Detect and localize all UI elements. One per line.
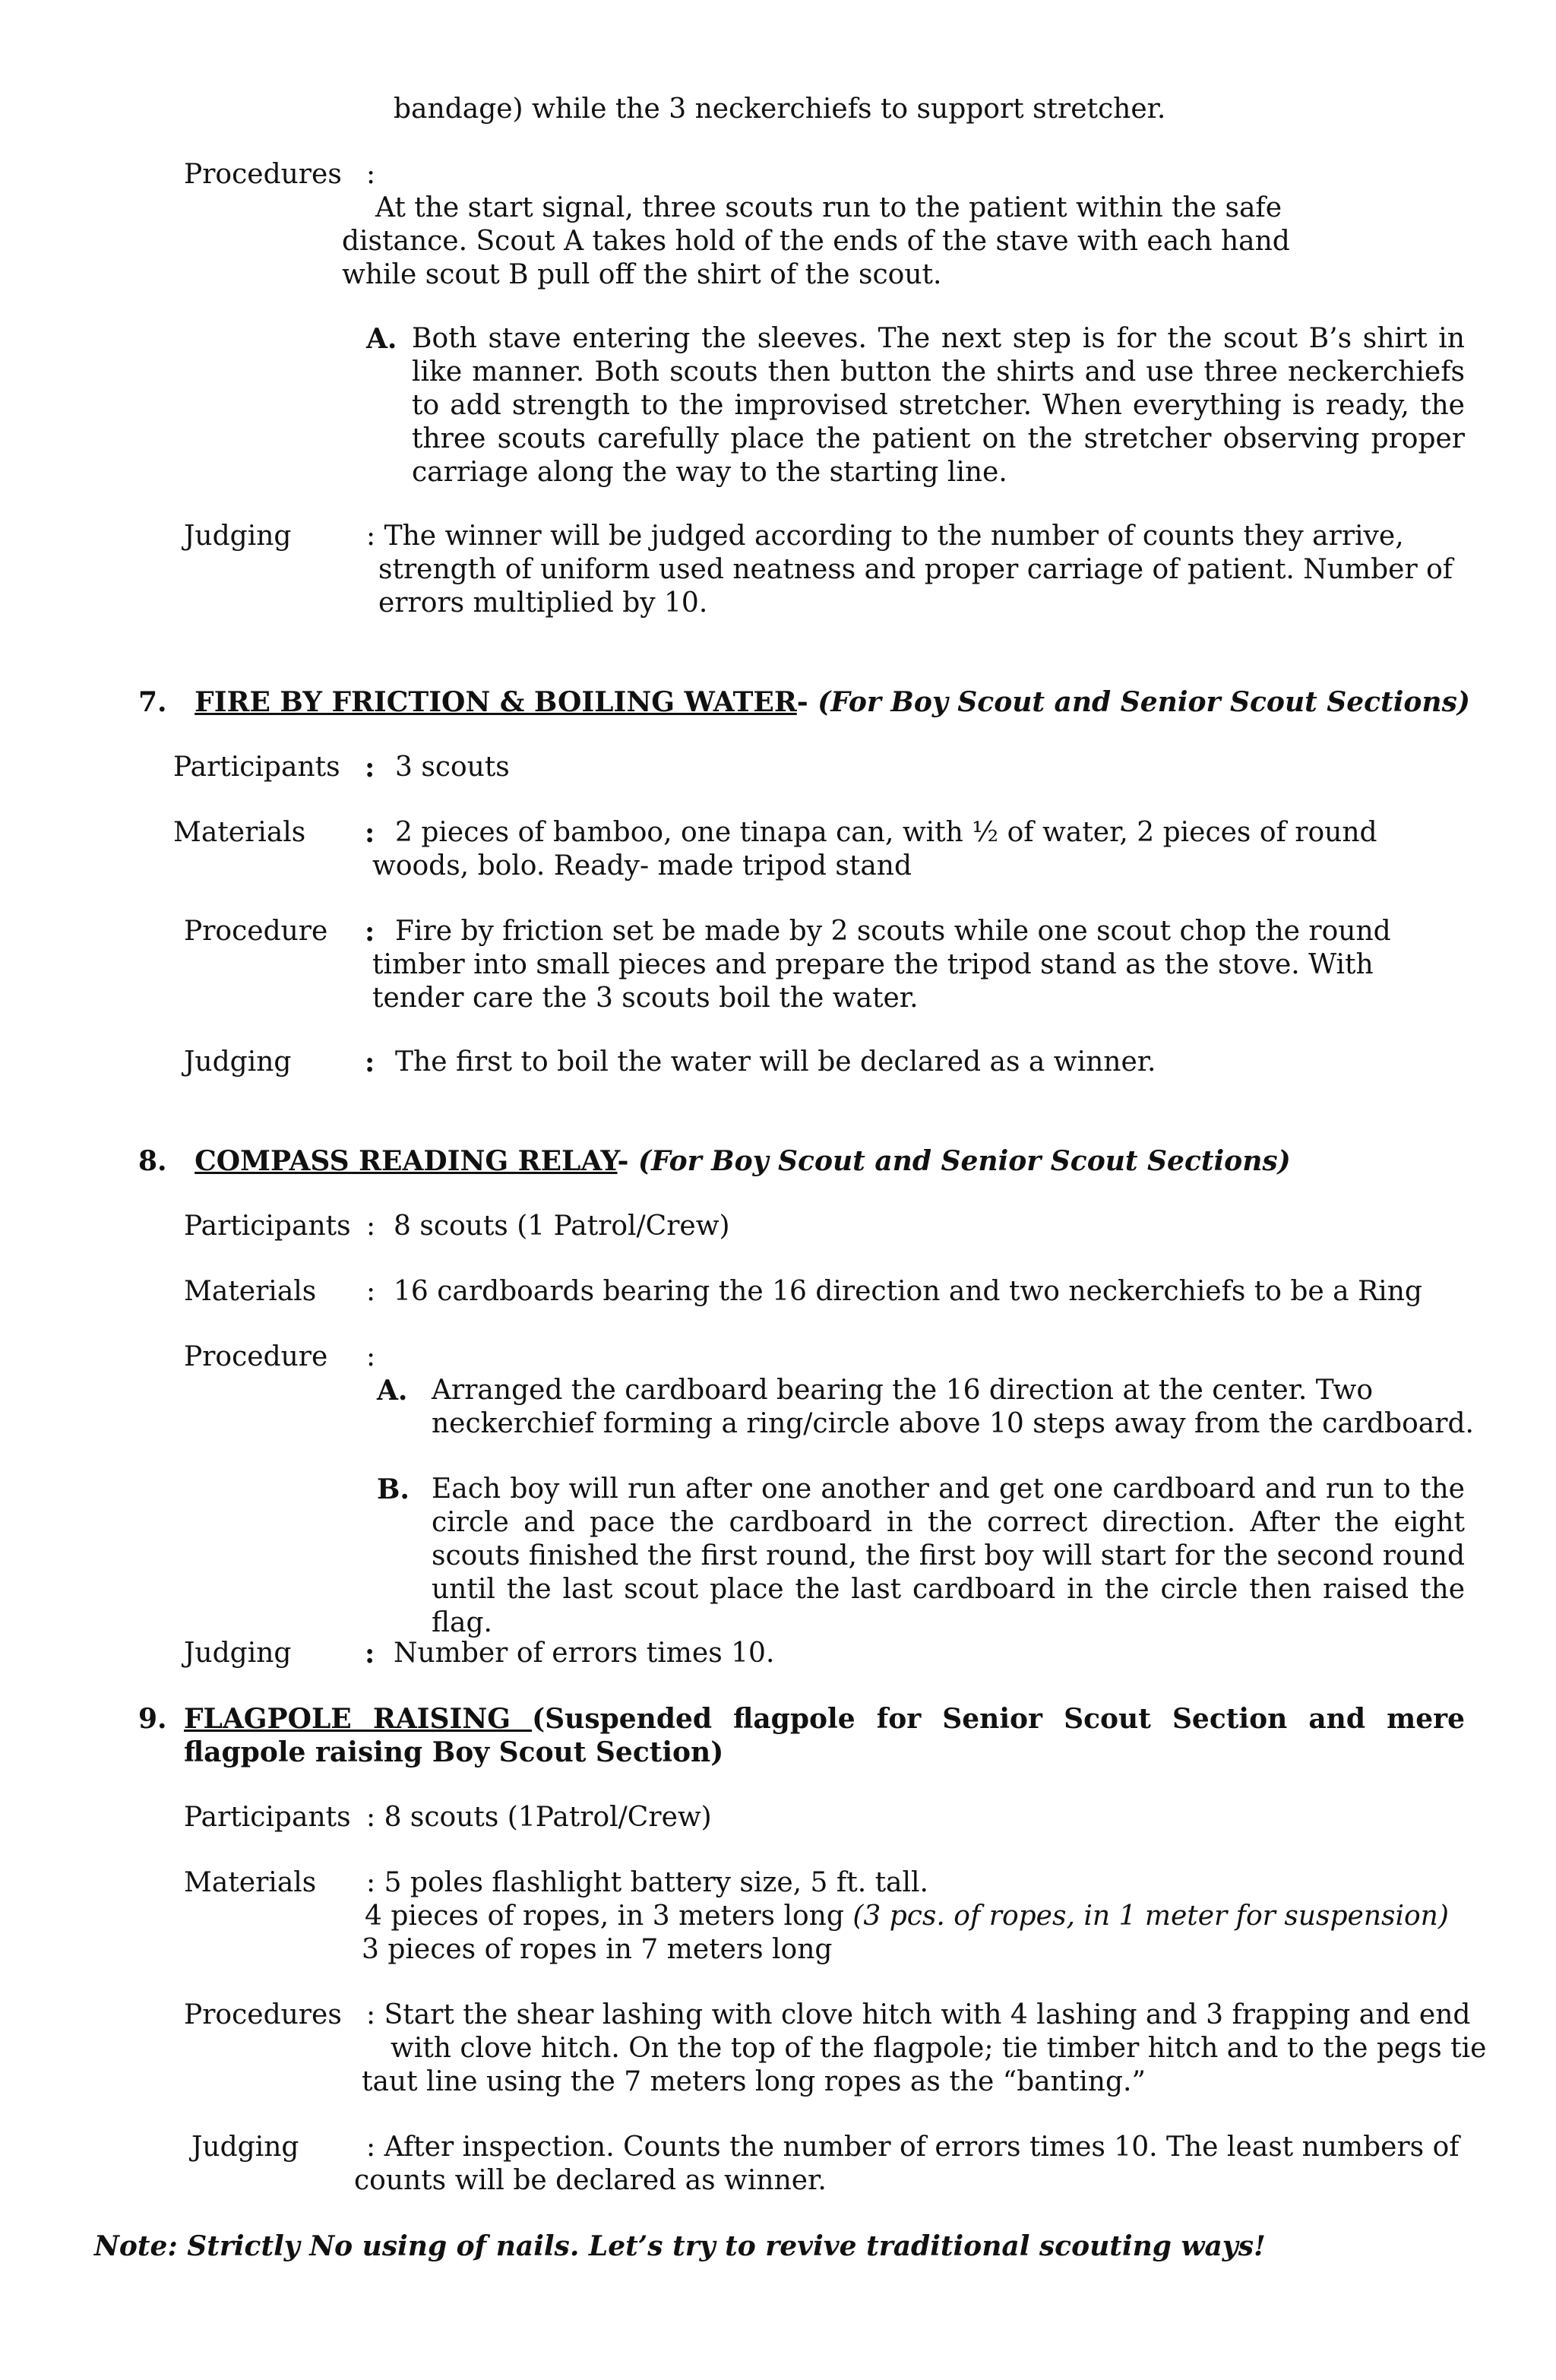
judging-line-1: : The winner will be judged according to the number of counts they arrive, [366,521,1404,552]
procedures-label: Procedures [184,1999,342,2030]
procedures-line-2: distance. Scout A takes hold of the ends of the stave with each hand [342,226,1290,257]
item-b-text: Each boy will run after one another and get one cardboard and run to the circle and pace the cardboard in the correct direction. After the eight scouts finished the first round, the first boy will start for the second round until the last scout place the last cardboard in the circle then raised the flag. [432,1473,1465,1638]
section-title: FLAGPOLE RAISING [184,1703,533,1735]
materials-line-3: 3 pieces of ropes in 7 meters long [362,1934,833,1965]
procedures-label: Procedures [184,159,342,190]
colon: : [365,817,375,849]
section-subtitle: (For Boy Scout and Senior Scout Sections) [818,686,1470,718]
colon: : [365,916,375,948]
procedures-line-3: taut line using the 7 meters long ropes as the “banting.” [362,2066,1146,2097]
participants-value: : 8 scouts (1Patrol/Crew) [366,1802,712,1833]
item-a-text: Both stave entering the sleeves. The next step is for the scout B’s shirt in like manner. Both scouts then button the shirts and use three neckerchiefs to add strength to the improvised stretcher. When everything is ready, the three scouts carefully place the patient on the stretcher observing proper carriage along the way to the starting line. [412,323,1465,488]
participants-label: Participants [173,752,340,783]
section-heading-rest: (Suspended flagpole for Senior Scout Section and mere flagpole raising Boy Scout Section) [184,1703,1465,1768]
procedure-label: Procedure [184,916,328,947]
colon: : [365,752,375,783]
procedure-line-1: Fire by friction set be made by 2 scouts while one scout chop the round [395,916,1391,947]
materials-label: Materials [173,817,306,848]
materials-line-2: woods, bolo. Ready- made tripod stand [372,850,912,881]
procedures-line-1: : Start the shear lashing with clove hitch with 4 lashing and 3 frapping and end [366,1999,1471,2030]
colon: : [366,1211,376,1242]
item-a-line-1: Arranged the cardboard bearing the 16 direction at the center. Two [432,1375,1373,1406]
judging-line-1: : After inspection. Counts the number of errors times 10. The least numbers of [366,2132,1460,2163]
materials-value: 16 cardboards bearing the 16 direction and two neckerchiefs to be a Ring [394,1276,1422,1307]
section-8-heading [138,1144,1291,1178]
procedure-line-3: tender care the 3 scouts boil the water. [372,983,919,1014]
procedures-line-2: with clove hitch. On the top of the flagpole; tie timber hitch and to the pegs tie [391,2033,1487,2064]
participants-label: Participants [184,1211,351,1242]
section-number: 8. [138,1145,167,1177]
materials-line-1: : 5 poles flashlight battery size, 5 ft. tall. [366,1867,928,1898]
section-title: FIRE BY FRICTION & BOILING WATER [194,686,797,718]
participants-value: 8 scouts (1 Patrol/Crew) [394,1211,730,1242]
section-title: COMPASS READING RELAY [194,1145,618,1177]
colon: : [365,1638,375,1669]
judging-line-3: errors multiplied by 10. [378,587,708,619]
judging-label: Judging [191,2132,299,2163]
section-subtitle: (For Boy Scout and Senior Scout Sections) [638,1145,1291,1177]
judging-label: Judging [184,1046,292,1078]
colon: : [365,1046,375,1078]
materials-label: Materials [184,1276,317,1307]
judging-value: Number of errors times 10. [394,1638,775,1669]
procedures-colon: : [366,159,376,190]
procedures-line-1: At the start signal, three scouts run to the patient within the safe [375,192,1282,223]
item-a-letter: A. [377,1375,408,1407]
materials-label: Materials [184,1867,317,1898]
item-a-line-2: neckerchief forming a ring/circle above 10 steps away from the cardboard. [432,1408,1474,1439]
judging-label: Judging [184,1638,292,1669]
procedure-line-2: timber into small pieces and prepare the tripod stand as the stove. With [372,949,1374,980]
judging-line-2: strength of uniform used neatness and proper carriage of patient. Number of [378,554,1453,585]
section-9-heading [184,1702,1465,1769]
materials-line-2-note: (3 pcs. of ropes, in 1 meter for suspension) [852,1901,1449,1932]
participants-label: Participants [184,1802,351,1833]
note: Note: Strictly No using of nails. Let’s try to revive traditional scouting ways! [94,2230,1266,2262]
judging-value: The first to boil the water will be declared as a winner. [395,1046,1156,1078]
item-a-letter: A. [366,323,397,355]
procedures-line-3: while scout B pull off the shirt of the scout. [342,259,942,290]
materials-line-2-text: 4 pieces of ropes, in 3 meters long [365,1901,853,1932]
section-dash: - [796,686,818,718]
section-number: 9. [138,1703,167,1735]
colon: : [366,1341,376,1372]
colon: : [366,1276,376,1307]
judging-label: Judging [184,521,292,552]
section-number: 7. [138,686,167,718]
section-dash: - [617,1145,639,1177]
continuation-line: bandage) while the 3 neckerchiefs to support stretcher. [394,93,1166,125]
materials-line-2 [365,1900,1449,1933]
materials-line-1: 2 pieces of bamboo, one tinapa can, with ½ of water, 2 pieces of round [395,817,1377,848]
item-b-letter: B. [377,1473,410,1505]
procedure-label: Procedure [184,1341,328,1372]
judging-line-2: counts will be declared as winner. [354,2165,827,2196]
section-7-heading [138,685,1470,719]
participants-value: 3 scouts [395,752,510,783]
